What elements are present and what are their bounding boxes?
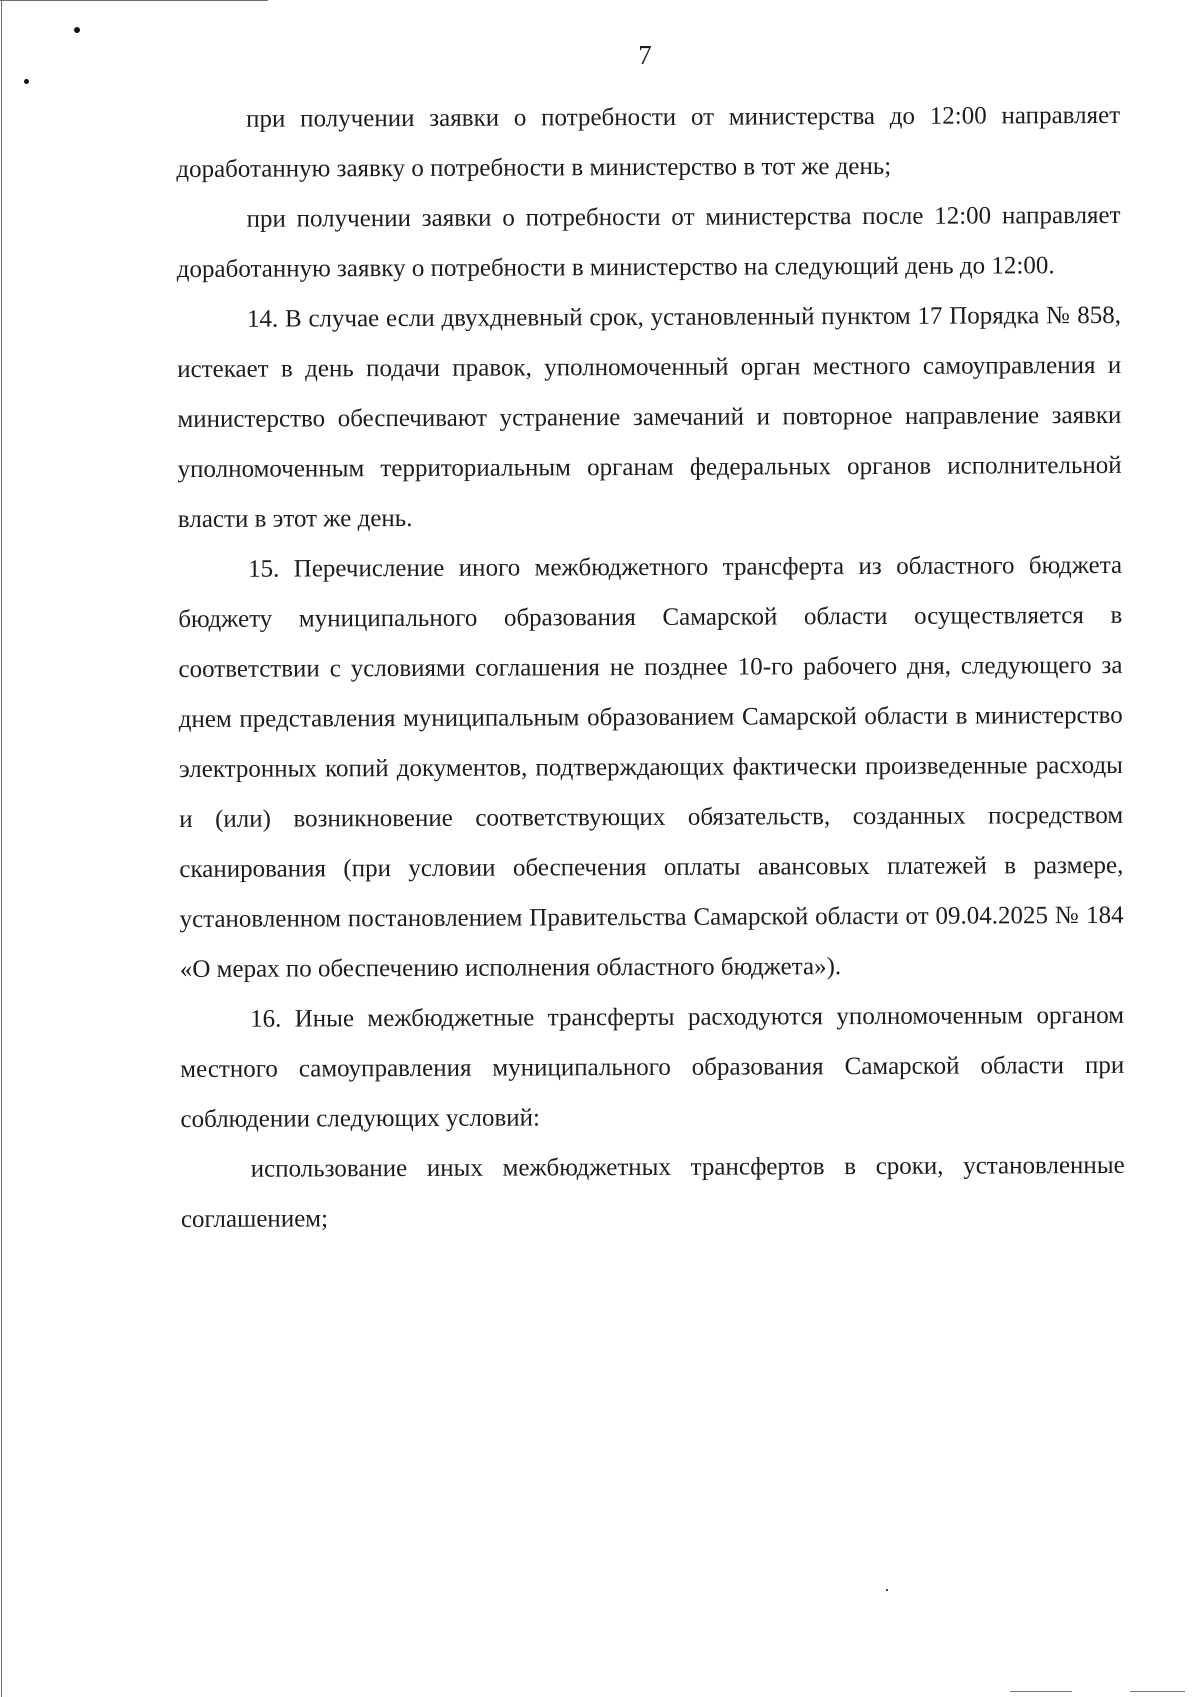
paragraph-item-15: 15. Перечисление иного межбюджетного трансферта из областного бюджета бюджету муниципального образования Самарской области осуществляется в соответствии с условиями соглашения не позднее 10-го рабочего дня, следующего за днем представления муниципальным образованием Самарской области в министерство электронных копий документов, подтверждающих фактически произведенные расходы и (или) возникновение соответствующих обязательств, созданных посредством сканирования (при условии обеспечения оплаты авансовых платежей в размере, установленном постановлением Правительства Самарской области от 09.04.2025 № 184 «О мерах по обеспечению исполнения областного бюджета»). (178, 551, 1124, 983)
paragraph-item-16: 16. Иные межбюджетные трансферты расходуются уполномоченным органом местного самоуправления муниципального образования Самарской области при соблюдении следующих условий: (180, 1001, 1125, 1133)
scan-bottom-mark (1010, 1691, 1072, 1692)
paragraph-after-noon-request: при получении заявки о потребности от министерства после 12:00 направляет доработанную заявку о потребности в министерство на следующий день до 12:00. (176, 201, 1121, 283)
scan-left-edge (1, 0, 2, 1697)
scan-speck (24, 79, 29, 84)
paragraph-item-14: 14. В случае если двухдневный срок, установленный пунктом 17 Порядка № 858, истекает в день подачи правок, уполномоченный орган местного самоуправления и министерство обеспечивают устранение замечаний и повторное направление заявки уполномоченным территориальным органам федеральных органов исполнительной власти в этот же день. (177, 301, 1122, 533)
scan-bottom-mark (1130, 1691, 1185, 1692)
page-number: 7 (638, 40, 652, 70)
paragraph-condition-use-in-time: использование иных межбюджетных трансфертов в сроки, установленные соглашением; (180, 1151, 1125, 1233)
scan-speck (74, 27, 80, 33)
scan-top-edge (0, 0, 268, 1)
scan-speck (886, 1589, 888, 1591)
document-body (176, 91, 1125, 1245)
paragraph-before-noon-request: при получении заявки о потребности от министерства до 12:00 направляет доработанную заявку о потребности в министерство в тот же день; (176, 101, 1121, 183)
